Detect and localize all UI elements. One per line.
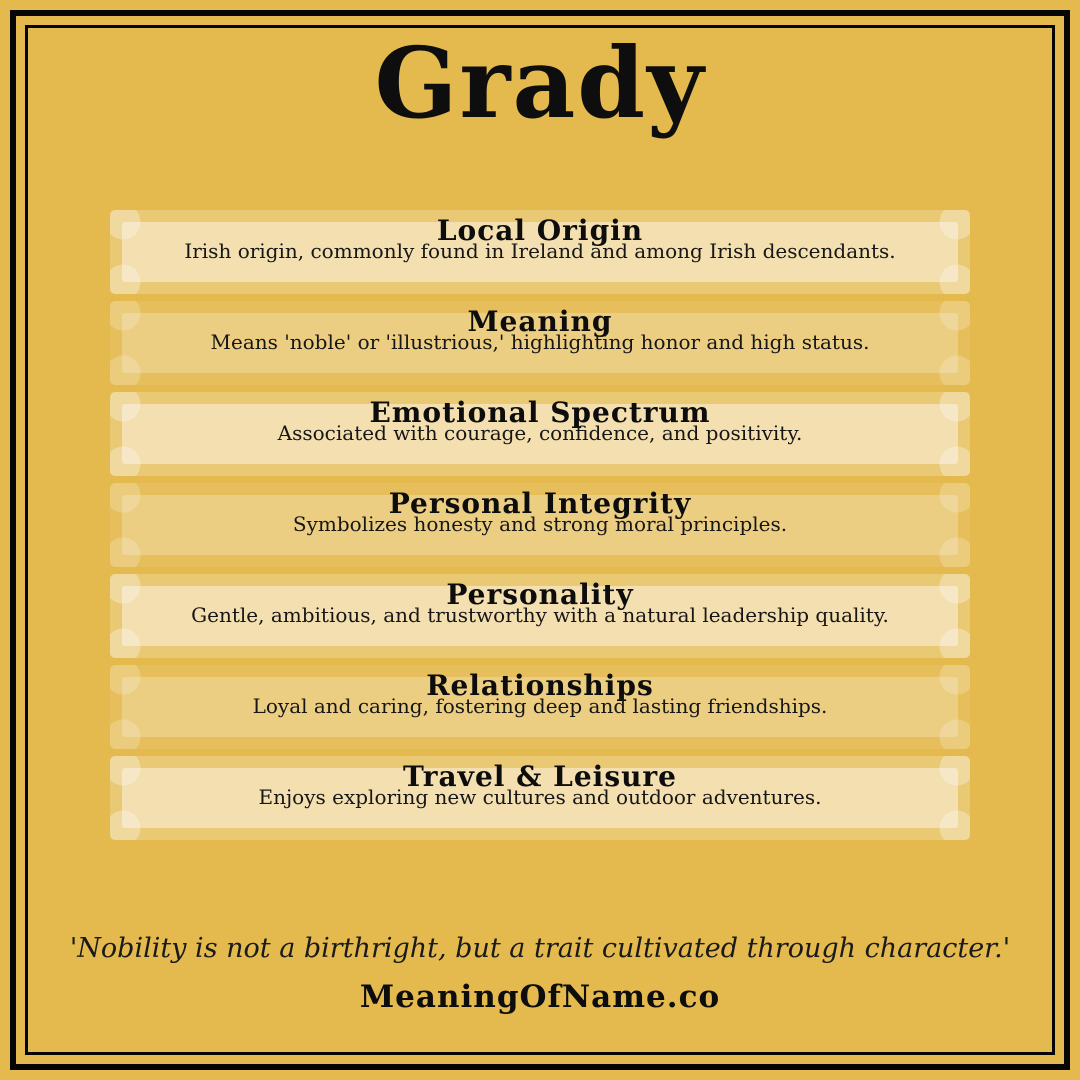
card-heading: Relationships [426, 669, 654, 702]
info-card [110, 210, 970, 294]
info-card [110, 301, 970, 385]
info-card [110, 483, 970, 567]
card-content [110, 210, 970, 294]
card-heading: Personal Integrity [388, 487, 692, 520]
card-content [110, 392, 970, 476]
card-description: Enjoys exploring new cultures and outdoor adventures. [258, 785, 822, 809]
card-description: Associated with courage, confidence, and positivity. [277, 421, 803, 445]
info-card [110, 756, 970, 840]
card-content [110, 665, 970, 749]
card-heading: Meaning [467, 305, 613, 338]
quote-text: 'Nobility is not a birthright, but a trait cultivated through character.' [69, 933, 1011, 964]
info-card [110, 392, 970, 476]
card-description: Irish origin, commonly found in Ireland and among Irish descendants. [184, 239, 896, 263]
card-heading: Emotional Spectrum [369, 396, 711, 429]
card-description: Means 'noble' or 'illustrious,' highlighting honor and high status. [210, 330, 870, 354]
card-description: Gentle, ambitious, and trustworthy with a natural leadership quality. [191, 603, 889, 627]
footer-brand: MeaningOfName.co [359, 979, 721, 1015]
card-heading: Local Origin [436, 214, 644, 247]
card-content [110, 483, 970, 567]
info-card [110, 574, 970, 658]
info-card [110, 665, 970, 749]
card-content [110, 301, 970, 385]
card-description: Loyal and caring, fostering deep and lasting friendships. [252, 694, 828, 718]
page-title: Grady [374, 26, 706, 140]
card-description: Symbolizes honesty and strong moral principles. [292, 512, 788, 536]
card-content [110, 574, 970, 658]
card-content [110, 756, 970, 840]
card-heading: Travel & Leisure [402, 760, 677, 793]
card-heading: Personality [446, 578, 634, 611]
info-card-list [110, 210, 970, 840]
